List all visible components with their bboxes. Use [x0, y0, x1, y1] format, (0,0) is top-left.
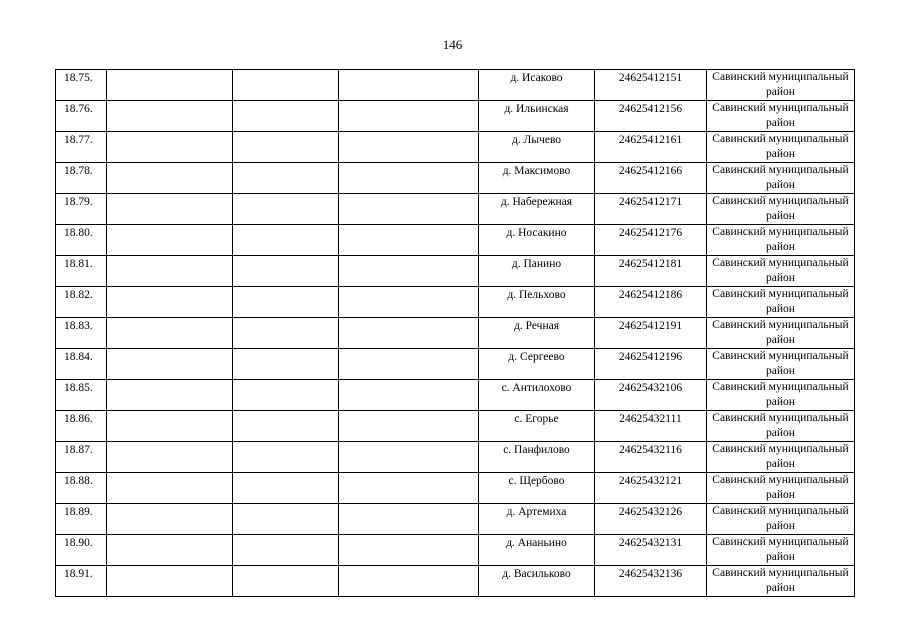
district-name: Савинский муниципальный район: [707, 349, 855, 380]
row-number: 18.80.: [56, 225, 107, 256]
empty-cell: [107, 411, 233, 442]
oktmo-code: 24625432131: [595, 535, 707, 566]
row-number: 18.79.: [56, 194, 107, 225]
row-number: 18.83.: [56, 318, 107, 349]
empty-cell: [339, 225, 479, 256]
row-number: 18.85.: [56, 380, 107, 411]
district-name: Савинский муниципальный район: [707, 535, 855, 566]
settlement-name: д. Лычево: [479, 132, 595, 163]
table-row: [56, 225, 855, 256]
table-row: [56, 194, 855, 225]
empty-cell: [233, 101, 339, 132]
oktmo-code: 24625432136: [595, 566, 707, 597]
oktmo-code: 24625412181: [595, 256, 707, 287]
district-name: Савинский муниципальный район: [707, 442, 855, 473]
oktmo-code: 24625412161: [595, 132, 707, 163]
settlement-name: с. Егорье: [479, 411, 595, 442]
empty-cell: [339, 132, 479, 163]
settlement-name: д. Васильково: [479, 566, 595, 597]
settlement-name: д. Набережная: [479, 194, 595, 225]
empty-cell: [339, 349, 479, 380]
empty-cell: [339, 473, 479, 504]
empty-cell: [339, 101, 479, 132]
table-row: [56, 287, 855, 318]
empty-cell: [339, 535, 479, 566]
settlement-name: д. Носакино: [479, 225, 595, 256]
settlement-name: с. Щербово: [479, 473, 595, 504]
row-number: 18.86.: [56, 411, 107, 442]
empty-cell: [107, 504, 233, 535]
district-name: Савинский муниципальный район: [707, 225, 855, 256]
settlement-name: д. Артемиха: [479, 504, 595, 535]
district-name: Савинский муниципальный район: [707, 70, 855, 101]
oktmo-code: 24625412191: [595, 318, 707, 349]
empty-cell: [233, 380, 339, 411]
empty-cell: [107, 535, 233, 566]
oktmo-code: 24625412166: [595, 163, 707, 194]
empty-cell: [339, 256, 479, 287]
district-name: Савинский муниципальный район: [707, 318, 855, 349]
empty-cell: [339, 194, 479, 225]
row-number: 18.91.: [56, 566, 107, 597]
empty-cell: [107, 163, 233, 194]
oktmo-code: 24625432116: [595, 442, 707, 473]
empty-cell: [339, 163, 479, 194]
empty-cell: [107, 225, 233, 256]
empty-cell: [233, 256, 339, 287]
row-number: 18.75.: [56, 70, 107, 101]
empty-cell: [107, 101, 233, 132]
oktmo-code: 24625432126: [595, 504, 707, 535]
empty-cell: [339, 411, 479, 442]
oktmo-code: 24625412196: [595, 349, 707, 380]
district-name: Савинский муниципальный район: [707, 256, 855, 287]
empty-cell: [107, 318, 233, 349]
row-number: 18.81.: [56, 256, 107, 287]
table-row: [56, 535, 855, 566]
table-row: [56, 256, 855, 287]
empty-cell: [339, 318, 479, 349]
settlement-name: с. Панфилово: [479, 442, 595, 473]
table-row: [56, 132, 855, 163]
empty-cell: [233, 163, 339, 194]
empty-cell: [107, 442, 233, 473]
table-row: [56, 504, 855, 535]
district-name: Савинский муниципальный район: [707, 504, 855, 535]
empty-cell: [107, 287, 233, 318]
row-number: 18.87.: [56, 442, 107, 473]
table-row: [56, 163, 855, 194]
row-number: 18.90.: [56, 535, 107, 566]
empty-cell: [233, 318, 339, 349]
district-name: Савинский муниципальный район: [707, 287, 855, 318]
oktmo-code: 24625432121: [595, 473, 707, 504]
table-row: [56, 411, 855, 442]
district-name: Савинский муниципальный район: [707, 132, 855, 163]
oktmo-code: 24625432106: [595, 380, 707, 411]
empty-cell: [233, 504, 339, 535]
table-row: [56, 101, 855, 132]
empty-cell: [339, 566, 479, 597]
district-name: Савинский муниципальный район: [707, 101, 855, 132]
table-row: [56, 349, 855, 380]
empty-cell: [339, 287, 479, 318]
settlement-name: с. Антилохово: [479, 380, 595, 411]
table-row: [56, 442, 855, 473]
table-row: [56, 566, 855, 597]
row-number: 18.76.: [56, 101, 107, 132]
district-name: Савинский муниципальный район: [707, 380, 855, 411]
settlement-name: д. Ильинская: [479, 101, 595, 132]
table-row: [56, 473, 855, 504]
empty-cell: [339, 442, 479, 473]
table-row: [56, 318, 855, 349]
empty-cell: [233, 349, 339, 380]
oktmo-code: 24625412156: [595, 101, 707, 132]
row-number: 18.77.: [56, 132, 107, 163]
empty-cell: [339, 504, 479, 535]
oktmo-code: 24625412171: [595, 194, 707, 225]
settlement-name: д. Пельхово: [479, 287, 595, 318]
district-name: Савинский муниципальный район: [707, 194, 855, 225]
empty-cell: [233, 473, 339, 504]
empty-cell: [107, 473, 233, 504]
settlement-name: д. Панино: [479, 256, 595, 287]
empty-cell: [107, 194, 233, 225]
empty-cell: [233, 442, 339, 473]
page-number: 146: [442, 37, 463, 52]
settlement-name: д. Речная: [479, 318, 595, 349]
oktmo-code: 24625412176: [595, 225, 707, 256]
empty-cell: [233, 70, 339, 101]
empty-cell: [339, 380, 479, 411]
row-number: 18.84.: [56, 349, 107, 380]
empty-cell: [233, 535, 339, 566]
oktmo-code: 24625412151: [595, 70, 707, 101]
table-row: [56, 70, 855, 101]
empty-cell: [339, 70, 479, 101]
table-row: [56, 380, 855, 411]
settlement-name: д. Сергеево: [479, 349, 595, 380]
settlement-name: д. Максимово: [479, 163, 595, 194]
oktmo-code: 24625412186: [595, 287, 707, 318]
settlement-name: д. Ананьино: [479, 535, 595, 566]
empty-cell: [233, 132, 339, 163]
district-name: Савинский муниципальный район: [707, 411, 855, 442]
empty-cell: [107, 256, 233, 287]
empty-cell: [233, 411, 339, 442]
settlement-name: д. Исаково: [479, 70, 595, 101]
row-number: 18.89.: [56, 504, 107, 535]
empty-cell: [233, 566, 339, 597]
district-name: Савинский муниципальный район: [707, 473, 855, 504]
district-name: Савинский муниципальный район: [707, 163, 855, 194]
oktmo-code: 24625432111: [595, 411, 707, 442]
empty-cell: [107, 349, 233, 380]
empty-cell: [107, 70, 233, 101]
empty-cell: [107, 132, 233, 163]
row-number: 18.88.: [56, 473, 107, 504]
table-body: [56, 70, 855, 597]
district-name: Савинский муниципальный район: [707, 566, 855, 597]
empty-cell: [233, 287, 339, 318]
empty-cell: [233, 194, 339, 225]
row-number: 18.78.: [56, 163, 107, 194]
settlements-table: [55, 69, 855, 597]
empty-cell: [107, 566, 233, 597]
row-number: 18.82.: [56, 287, 107, 318]
empty-cell: [233, 225, 339, 256]
empty-cell: [107, 380, 233, 411]
